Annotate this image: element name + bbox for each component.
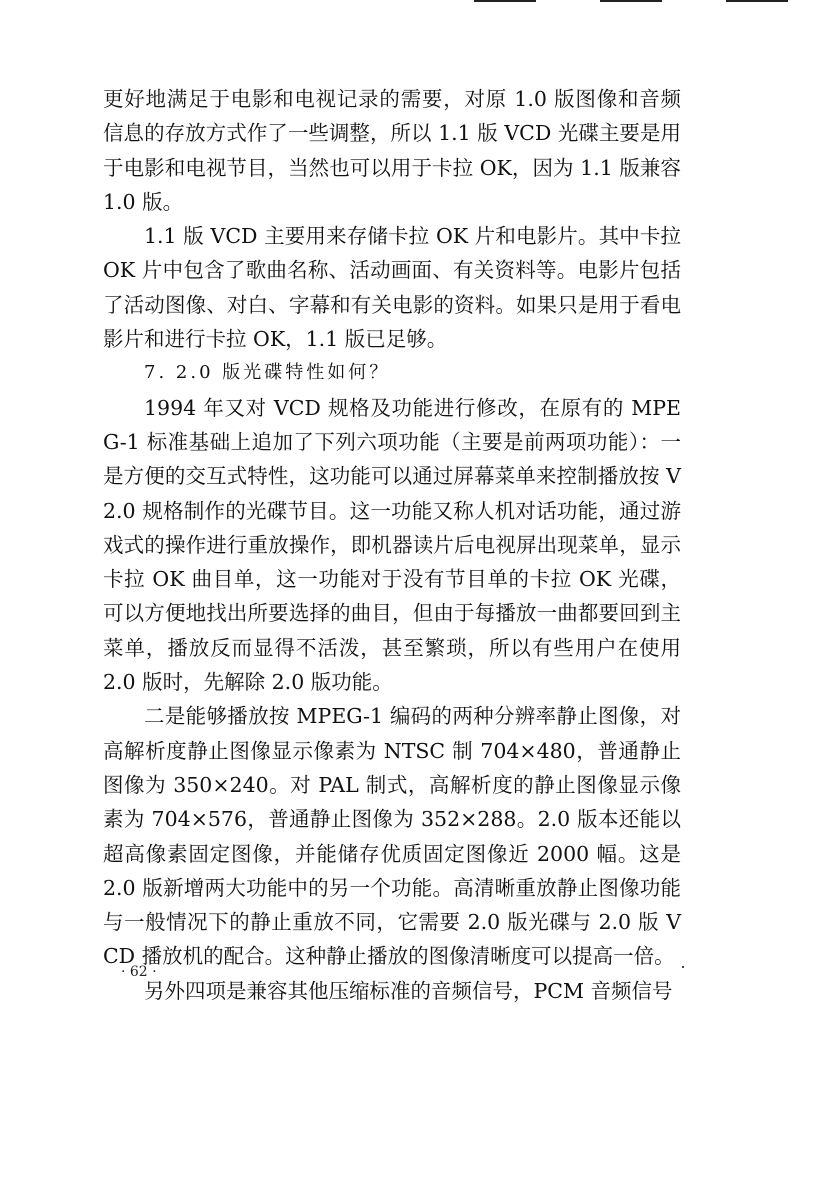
page-number: · 62 · (121, 964, 157, 980)
paragraph-continued-intro: 更好地满足于电影和电视记录的需要，对原 1.0 版图像和音频信息的存放方式作了一些调整，所以 1.1 版 VCD 光碟主要是用于电影和电视节目，当然也可以用于卡拉 OK，因为 1.1 版兼容 1.0 版。 (103, 87, 681, 214)
paragraph-still-image-feature: 二是能够播放按 MPEG-1 编码的两种分辨率静止图像，对高解析度静止图像显示像素为 NTSC 制 704×480，普通静止图像为 350×240。对 PAL 制式，高解析度的静止图像显示像素为 704×576，普通静止图像为 352×288。2.0 版本还能以超高像素固定图像，并能储存优质固定图像近 2000 幅。这是 2.0 版新增两大功能中的另一个功能。高清晰重放静止图像功能与一般情况下的静止重放不同，它需要 2.0 版光碟与 2.0 版 VCD 播放机的配合。这种静止播放的图像清晰度可以提高一倍。 (103, 704, 681, 969)
paragraph-interactive-feature: 1994 年又对 VCD 规格及功能进行修改，在原有的 MPEG-1 标准基础上追加了下列六项功能（主要是前两项功能）：一是方便的交互式特性，这功能可以通过屏幕菜单来控制播放按 V2.0 规格制作的光碟节目。这一功能又称人机对话功能，通过游戏式的操作进行重放操作，即机器读片后电视屏出现菜单，显示卡拉 OK 曲目单，这一功能对于没有节目单的卡拉 OK 光碟，可以方便地找出所要选择的曲目，但由于每播放一曲都要回到主菜单，播放反而显得不活泼，甚至繁琐，所以有些用户在使用 2.0 版时，先解除 2.0 版功能。 (103, 395, 681, 695)
paragraph-other-four-features: 另外四项是兼容其他压缩标准的音频信号，PCM 音频信号 (144, 978, 673, 1003)
paragraph-vcd-1-1-usage: 1.1 版 VCD 主要用来存储卡拉 OK 片和电影片。其中卡拉 OK 片中包含了歌曲名称、活动画面、有关资料等。电影片包括了活动图像、对白、字幕和有关电影的资料。如果只是用于看电影片和进行卡拉 OK，1.1 版已足够。 (103, 224, 681, 352)
section-heading-2-0-features: 7. 2.0 版光碟特性如何？ (144, 362, 391, 384)
scan-mark (682, 966, 684, 968)
page-body (103, 82, 681, 1008)
header-rule-middle (600, 0, 662, 2)
header-rule-left (474, 0, 536, 2)
header-rule-right (726, 0, 788, 2)
